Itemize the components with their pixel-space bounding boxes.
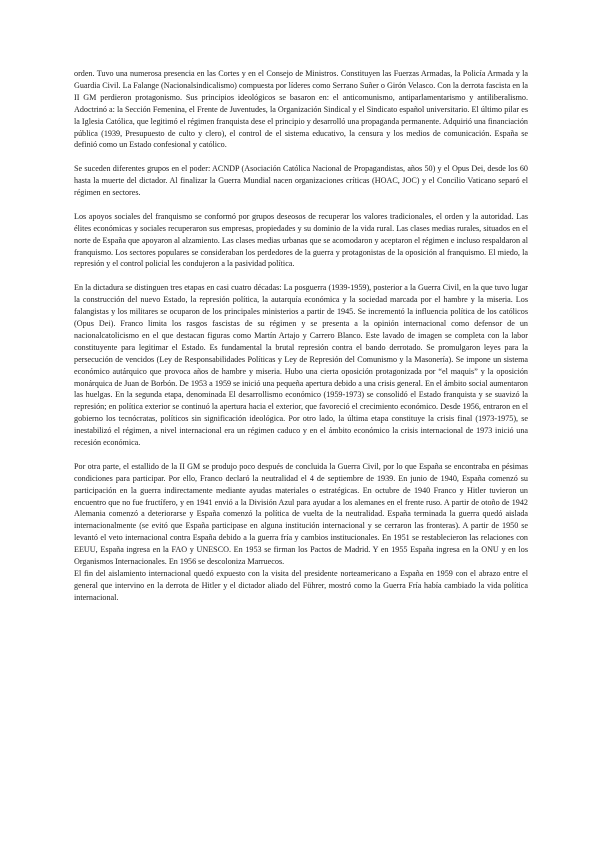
paragraph-social-support: Los apoyos sociales del franquismo se conformó por grupos deseosos de recuperar los valores tradicionales, el orden y la autoridad. Las élites económicas y sociales recuperaron sus empresas, propiedades y su dominio de la vida rural. Las clases medias rurales, situados en el norte de España que apoyaron al alzamiento. Las clases medias urbanas que se acomodaron y aceptaron el régimen e incluso respaldaron al franquismo. Los sectores populares se consideraban los perdedores de la guerra y protagonistas de la oposición al franquismo. El miedo, la represión y el control policial les condujeron a la pasividad política.: [74, 211, 528, 269]
paragraph-stages: En la dictadura se distinguen tres etapas en casi cuatro décadas: La posguerra (1939-1959), posterior a la Guerra Civil, en la que tuvo lugar la construcción del nuevo Estado, la represión política, la autarquía económica y la sociedad marcada por el hambre y la miseria. Los falangistas y los militares se ocuparon de los principales ministerios a partir de 1945. Se incrementó la influencia política de los católicos (Opus Dei). Franco limita los rasgos fascistas de su régimen y se presenta a la opinión internacional como defensor de un nacionalcatolicismo en el que destacan figuras como Martín Artajo y Carrero Blanco. Este lavado de imagen se completa con la labor constituyente para legitimar el Estado. Es fundamental la brutal represión contra el bando derrotado. Se promulgaron leyes para la persecución de vencidos (Ley de Responsabilidades Políticas y Ley de Represión del Comunismo y la Masonería). Se impone un sistema económico autárquico que provoca años de hambre y miseria. Hubo una cierta oposición protagonizada por “el maquis” y la oposición monárquica de Juan de Borbón. De 1953 a 1959 se inició una pequeña apertura debido a una crisis general. En el ámbito social aumentaron las huelgas. En la segunda etapa, denominada El desarrollismo económico (1959-1973) se consolidó el Estado franquista y se suavizó la represión; en política exterior se continuó la apertura hacia el exterior, que favoreció el crecimiento económico. Desde 1956, entraron en el gobierno los tecnócratas, políticos sin significación ideológica. Por otro lado, la última etapa constituye la crisis final (1973-1975), se inestabilizó el régimen, a nivel internacional era un régimen caduco y en el ámbito económico la crisis internacional de 1973 inició una recesión económica.: [74, 283, 528, 448]
paragraph-end-of-isolation: El fin del aislamiento internacional quedó expuesto con la visita del presidente norteamericano a España en 1959 con el abrazo entre el general que intervino en la derrota de Hitler y el dictador aliado del Führer, mostró como la Guerra Fría había cambiado la vida política internacional.: [74, 569, 528, 602]
document-page: [74, 68, 528, 604]
paragraph-foreign-policy: Por otra parte, el estallido de la II GM se produjo poco después de concluida la Guerra Civil, por lo que España se encontraba en pésimas condiciones para participar. Por ello, Franco declaró la neutralidad el 4 de septiembre de 1939. En junio de 1940, España comenzó su participación en la guerra indirectamente mediante ayudas materiales o estratégicas. En octubre de 1940 Franco y Hitler tuvieron un encuentro que no fue fructífero, y en 1941 envió a la División Azul para ayudar a los alemanes en el frente ruso. A partir de otoño de 1942 Alemania comenzó a deteriorarse y España comenzó la política de vuelta de la neutralidad. España terminada la guerra quedó aislada internacionalmente (se evitó que España participase en alguna institución internacional y se cerraron las fronteras). A partir de 1950 se levantó el veto internacional contra España debido a la guerra fría y cambios institucionales. En 1951 se restablecieron las relaciones con EEUU, España ingresa en la FAO y UNESCO. En 1953 se firman los Pactos de Madrid. Y en 1955 España ingresa en la ONU y en los Organismos Internacionales. En 1956 se descoloniza Marruecos.: [74, 461, 528, 567]
paragraph-power-groups: Se suceden diferentes grupos en el poder: ACNDP (Asociación Católica Nacional de Propagandistas, años 50) y el Opus Dei, desde los 60 hasta la muerte del dictador. Al finalizar la Guerra Mundial nacen organizaciones críticas (HOAC, JOC) y el Concilio Vaticano separó el régimen en sectores.: [74, 164, 528, 198]
paragraph-pillars: orden. Tuvo una numerosa presencia en las Cortes y en el Consejo de Ministros. Constituyen las Fuerzas Armadas, la Policía Armada y la Guardia Civil. La Falange (Nacionalsindicalismo) compuesta por líderes como Serrano Suñer o Girón Velasco. Con la derrota fascista en la II GM perdieron protagonismo. Sus principios ideológicos se basaron en: el anticomunismo, antiparlamentarismo y antiliberalismo. Adoctrinó a: la Sección Femenina, el Frente de Juventudes, la Organización Sindical y el Sindicato español universitario. El último pilar es la Iglesia Católica, que legitimó el régimen franquista dese el principio y desarrolló una propaganda permanente. Adquirió una financiación pública (1939, Presupuesto de culto y clero), el control de el sistema educativo, la censura y los medios de comunicación. España se definió como un Estado confesional y católico.: [74, 69, 528, 150]
